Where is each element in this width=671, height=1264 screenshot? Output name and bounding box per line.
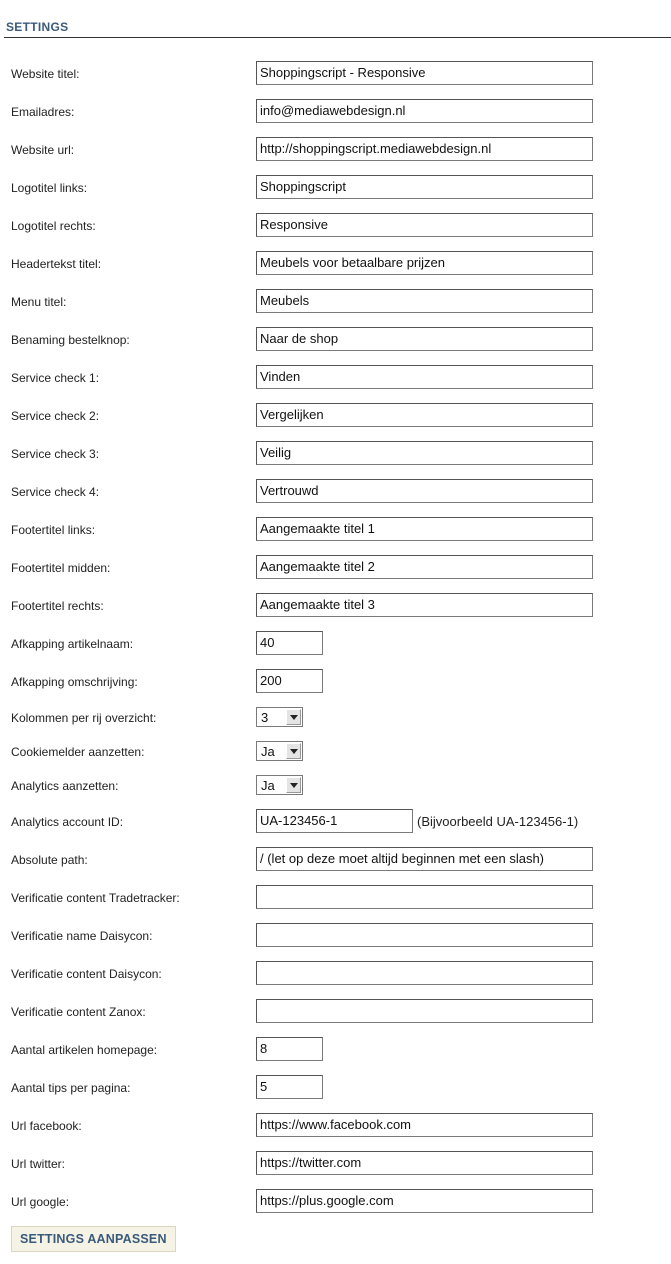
analytics-aanzetten-select[interactable]	[256, 775, 303, 795]
aantal-tips-per-pagina-input[interactable]: 5	[256, 1075, 323, 1099]
chevron-down-icon[interactable]	[286, 743, 301, 759]
kolommen-per-rij-label: Kolommen per rij overzicht:	[11, 711, 157, 725]
logotitel-rechts-label: Logotitel rechts:	[11, 219, 96, 233]
analytics-aanzetten-label: Analytics aanzetten:	[11, 779, 119, 793]
afkapping-artikelnaam-input[interactable]: 40	[256, 631, 323, 655]
setting-row-verificatie-name-daisycon	[0, 923, 671, 947]
website-url-input[interactable]: http://shoppingscript.mediawebdesign.nl	[256, 137, 593, 161]
website-titel-label: Website titel:	[11, 67, 80, 81]
aantal-tips-per-pagina-label: Aantal tips per pagina:	[11, 1081, 131, 1095]
headertekst-titel-input[interactable]: Meubels voor betaalbare prijzen	[256, 251, 593, 275]
url-google-label: Url google:	[11, 1195, 70, 1209]
service-check-2-label: Service check 2:	[11, 409, 100, 423]
logotitel-links-input[interactable]: Shoppingscript	[256, 175, 593, 199]
analytics-aanzetten-value: Ja	[261, 778, 275, 793]
footertitel-links-input[interactable]: Aangemaakte titel 1	[256, 517, 593, 541]
kolommen-per-rij-value: 3	[261, 710, 269, 725]
setting-row-verificatie-tradetracker	[0, 885, 671, 909]
setting-row-service-check-1	[0, 365, 671, 389]
footertitel-links-label: Footertitel links:	[11, 523, 96, 537]
benaming-bestelknop-label: Benaming bestelknop:	[11, 333, 130, 347]
verificatie-name-daisycon-label: Verificatie name Daisycon:	[11, 929, 153, 943]
setting-row-footertitel-rechts	[0, 593, 671, 617]
setting-row-headertekst-titel	[0, 251, 671, 275]
afkapping-omschrijving-label: Afkapping omschrijving:	[11, 675, 138, 689]
url-google-input[interactable]: https://plus.google.com	[256, 1189, 593, 1213]
verificatie-zanox-label: Verificatie content Zanox:	[11, 1005, 146, 1019]
setting-row-analytics-aanzetten	[0, 775, 671, 799]
service-check-4-label: Service check 4:	[11, 485, 100, 499]
afkapping-omschrijving-input[interactable]: 200	[256, 669, 323, 693]
emailadres-label: Emailadres:	[11, 105, 75, 119]
url-facebook-label: Url facebook:	[11, 1119, 82, 1133]
setting-row-service-check-3	[0, 441, 671, 465]
absolute-path-label: Absolute path:	[11, 853, 88, 867]
website-url-label: Website url:	[11, 143, 75, 157]
setting-row-emailadres	[0, 99, 671, 123]
chevron-down-icon[interactable]	[286, 709, 301, 725]
website-titel-input[interactable]: Shoppingscript - Responsive	[256, 61, 593, 85]
service-check-4-input[interactable]: Vertrouwd	[256, 479, 593, 503]
setting-row-menu-titel	[0, 289, 671, 313]
aantal-artikelen-homepage-label: Aantal artikelen homepage:	[11, 1043, 158, 1057]
setting-row-website-titel	[0, 61, 671, 85]
service-check-3-label: Service check 3:	[11, 447, 100, 461]
setting-row-afkapping-omschrijving	[0, 669, 671, 693]
verificatie-content-daisycon-input[interactable]	[256, 961, 593, 985]
emailadres-input[interactable]: info@mediawebdesign.nl	[256, 99, 593, 123]
afkapping-artikelnaam-label: Afkapping artikelnaam:	[11, 637, 134, 651]
setting-row-analytics-account-id	[0, 809, 671, 833]
setting-row-footertitel-links	[0, 517, 671, 541]
aantal-artikelen-homepage-input[interactable]: 8	[256, 1037, 323, 1061]
service-check-1-label: Service check 1:	[11, 371, 100, 385]
footertitel-midden-input[interactable]: Aangemaakte titel 2	[256, 555, 593, 579]
title-divider	[4, 37, 671, 38]
verificatie-zanox-input[interactable]	[256, 999, 593, 1023]
setting-row-aantal-tips-per-pagina	[0, 1075, 671, 1099]
analytics-account-id-input[interactable]: UA-123456-1	[256, 809, 413, 833]
cookiemelder-select[interactable]	[256, 741, 303, 761]
kolommen-per-rij-select[interactable]	[256, 707, 303, 727]
url-twitter-label: Url twitter:	[11, 1157, 65, 1171]
cookiemelder-label: Cookiemelder aanzetten:	[11, 745, 145, 759]
url-twitter-input[interactable]: https://twitter.com	[256, 1151, 593, 1175]
verificatie-content-daisycon-label: Verificatie content Daisycon:	[11, 967, 162, 981]
absolute-path-input[interactable]: / (let op deze moet altijd beginnen met een slash)	[256, 847, 593, 871]
setting-row-kolommen-per-rij	[0, 707, 671, 731]
analytics-account-id-hint: (Bijvoorbeeld UA-123456-1)	[417, 814, 579, 829]
service-check-1-input[interactable]: Vinden	[256, 365, 593, 389]
footertitel-rechts-label: Footertitel rechts:	[11, 599, 104, 613]
setting-row-benaming-bestelknop	[0, 327, 671, 351]
setting-row-service-check-4	[0, 479, 671, 503]
benaming-bestelknop-input[interactable]: Naar de shop	[256, 327, 593, 351]
analytics-account-id-label: Analytics account ID:	[11, 815, 124, 829]
setting-row-absolute-path	[0, 847, 671, 871]
footertitel-midden-label: Footertitel midden:	[11, 561, 111, 575]
setting-row-aantal-artikelen-homepage	[0, 1037, 671, 1061]
footertitel-rechts-input[interactable]: Aangemaakte titel 3	[256, 593, 593, 617]
menu-titel-label: Menu titel:	[11, 295, 67, 309]
chevron-down-icon[interactable]	[286, 777, 301, 793]
setting-row-logotitel-rechts	[0, 213, 671, 237]
settings-aanpassen-button[interactable]: SETTINGS AANPASSEN	[11, 1226, 176, 1252]
verificatie-tradetracker-input[interactable]	[256, 885, 593, 909]
setting-row-verificatie-content-daisycon	[0, 961, 671, 985]
setting-row-url-twitter	[0, 1151, 671, 1175]
section-title: SETTINGS	[6, 20, 69, 34]
service-check-3-input[interactable]: Veilig	[256, 441, 593, 465]
setting-row-service-check-2	[0, 403, 671, 427]
setting-row-cookiemelder	[0, 741, 671, 765]
setting-row-url-facebook	[0, 1113, 671, 1137]
setting-row-afkapping-artikelnaam	[0, 631, 671, 655]
setting-row-website-url	[0, 137, 671, 161]
setting-row-verificatie-zanox	[0, 999, 671, 1023]
logotitel-links-label: Logotitel links:	[11, 181, 88, 195]
verificatie-name-daisycon-input[interactable]	[256, 923, 593, 947]
menu-titel-input[interactable]: Meubels	[256, 289, 593, 313]
url-facebook-input[interactable]: https://www.facebook.com	[256, 1113, 593, 1137]
service-check-2-input[interactable]: Vergelijken	[256, 403, 593, 427]
setting-row-url-google	[0, 1189, 671, 1213]
headertekst-titel-label: Headertekst titel:	[11, 257, 102, 271]
cookiemelder-value: Ja	[261, 744, 275, 759]
verificatie-tradetracker-label: Verificatie content Tradetracker:	[11, 891, 180, 905]
setting-row-footertitel-midden	[0, 555, 671, 579]
setting-row-logotitel-links	[0, 175, 671, 199]
logotitel-rechts-input[interactable]: Responsive	[256, 213, 593, 237]
